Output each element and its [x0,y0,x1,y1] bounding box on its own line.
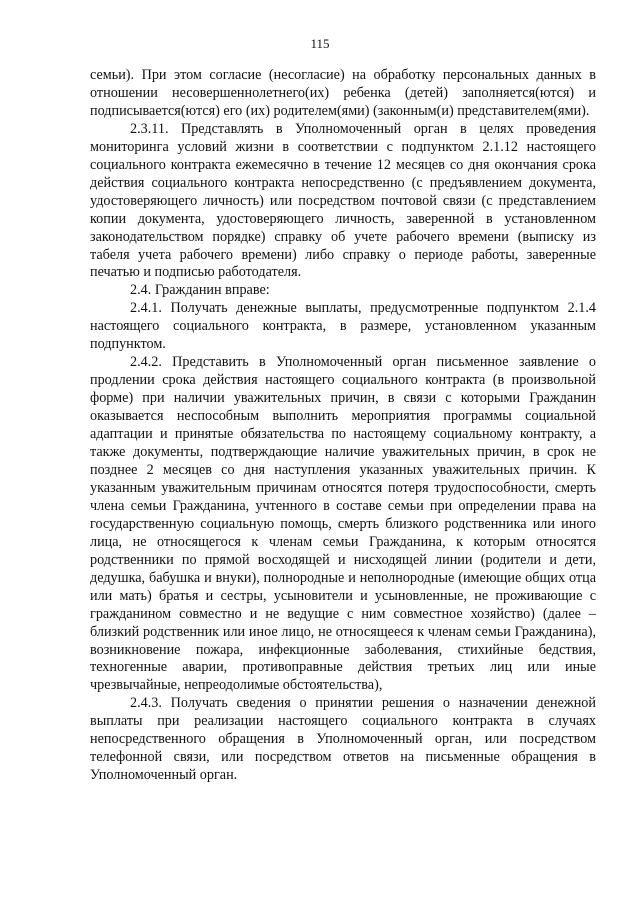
paragraph-2-4-2: 2.4.2. Представить в Уполномоченный орган письменное заявление о продлении срока действия настоящего социального контракта (в произвольной форме) при наличии уважительных причин, в связи с которыми Гражданин оказывается неспособным выполнить мероприятия программы социальной адаптации и принятые обязательства по настоящему социальному контракту, а также документы, подтверждающие наличие уважительных причин, в срок не позднее 2 месяцев со дня наступления указанных уважительных причин. К указанным уважительным причинам относятся потеря трудоспособности, смерть члена семьи Гражданина, учтенного в составе семьи при определении права на государственную социальную помощь, смерть близкого родственника или иного лица, не относящегося к членам семьи Гражданина, к которым относятся родственники по прямой восходящей и нисходящей линии (родители и дети, дедушка, бабушка и внуки), полнородные и неполнородные (имеющие общих отца или мать) братья и сестры, усыновители и усыновленные, не проживающие с гражданином совместно и не ведущие с ним совместное хозяйство) (далее – близкий родственник или иное лицо, не относящееся к членам семьи Гражданина), возникновение пожара, инфекционные заболевания, стихийные бедствия, техногенные аварии, противоправные действия третьих лиц или иные чрезвычайные, непреодолимые обстоятельства), [90,354,596,694]
paragraph-2-4: 2.4. Гражданин вправе: [130,282,270,299]
page-number: 115 [310,36,330,51]
paragraph-2-4-3: 2.4.3. Получать сведения о принятии решения о назначении денежной выплаты при реализации настоящего социального контракта в случаях непосредственного обращения в Уполномоченный орган, или посредством телефонной связи, или посредством ответов на письменные обращения в Уполномоченный орган. [90,695,596,784]
document-body [90,67,596,785]
paragraph-consent-continuation: семьи). При этом согласие (несогласие) на обработку персональных данных в отношении несовершеннолетнего(их) ребенка (детей) заполняется(ются) и подписывается(ются) его (их) родителем(ями) (законным(и) представителем(ями). [90,67,596,119]
paragraph-2-3-11: 2.3.11. Представлять в Уполномоченный орган в целях проведения мониторинга условий жизни в соответствии с подпунктом 2.1.12 настоящего социального контракта ежемесячно в течение 12 месяцев со дня окончания срока действия социального контракта непосредственно (с предъявлением документа, удостоверяющего личность) или посредством почтовой связи (с представлением копии документа, удостоверяющего личность, заверенной в установленном законодательством порядке) справку об учете рабочего времени (выписку из табеля учета рабочего времени) либо справку о периоде работы, заверенные печатью и подписью работодателя. [90,120,596,281]
paragraph-2-4-1: 2.4.1. Получать денежные выплаты, предусмотренные подпунктом 2.1.4 настоящего социального контракта, в размере, установленном указанным подпунктом. [90,300,596,353]
